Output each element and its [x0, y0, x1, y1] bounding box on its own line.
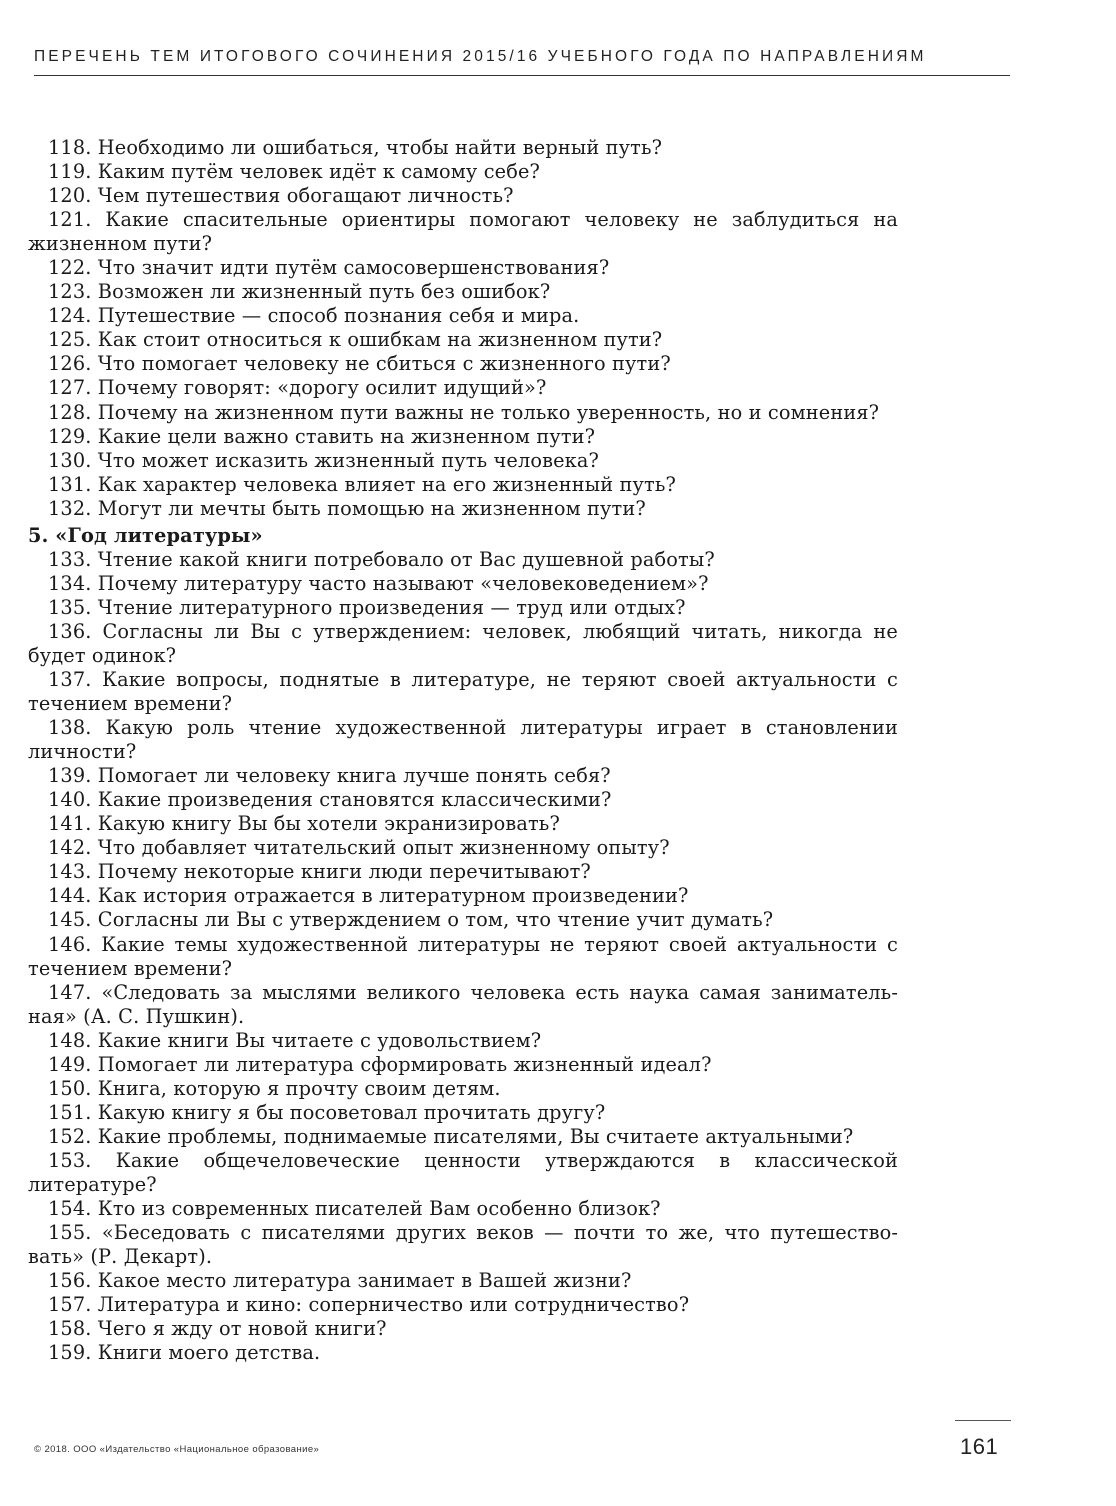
topic-item: 150. Книга, которую я прочту своим детям.: [48, 1076, 501, 1100]
topic-item: 157. Литература и кино: соперничество или сотрудничество?: [48, 1293, 690, 1317]
topic-item: 127. Почему говорят: «дорогу осилит идущий»?: [48, 376, 547, 400]
topic-item: 122. Что значит идти путём самосовершенствования?: [48, 256, 610, 280]
topic-item: 134. Почему литературу часто называют «человековедением»?: [48, 571, 709, 595]
running-header: ПЕРЕЧЕНЬ ТЕМ ИТОГОВОГО СОЧИНЕНИЯ 2015/16 УЧЕБНОГО ГОДА ПО НАПРАВЛЕНИЯМ: [34, 48, 927, 65]
topic-item: 141. Какую книгу Вы бы хотели экранизировать?: [48, 812, 560, 836]
topic-item: 119. Каким путём человек идёт к самому себе?: [48, 160, 541, 184]
topic-item: 138. Какую роль чтение художественной литературы играет в становлении личности?: [28, 716, 898, 764]
topic-item: 131. Как характер человека влияет на его жизненный путь?: [48, 472, 676, 496]
topic-item: 145. Согласны ли Вы с утверждением о том, что чтение учит думать?: [48, 908, 774, 932]
topic-item: 128. Почему на жизненном пути важны не только уверенность, но и сомнения?: [48, 400, 880, 424]
topic-item: 135. Чтение литературного произведения — труд или отдых?: [48, 595, 686, 619]
topic-item: 139. Помогает ли человеку книга лучше понять себя?: [48, 764, 611, 788]
topic-item: 147. «Следовать за мыслями великого человека есть наука самая заниматель-ная» (А. С. Пушкин).: [28, 980, 898, 1028]
topic-item: 125. Как стоит относиться к ошибкам на жизненном пути?: [48, 328, 663, 352]
topic-item: 149. Помогает ли литература сформировать жизненный идеал?: [48, 1052, 712, 1076]
topic-item: 159. Книги моего детства.: [48, 1341, 321, 1365]
page-number: 161: [960, 1434, 999, 1459]
topic-item: 136. Согласны ли Вы с утверждением: человек, любящий читать, никогда не будет одинок?: [28, 619, 898, 667]
topic-item: 137. Какие вопросы, поднятые в литературе, не теряют своей актуальности с течением времени?: [28, 667, 898, 716]
topic-item: 151. Какую книгу я бы посоветовал прочитать другу?: [48, 1100, 606, 1124]
topic-item: 126. Что помогает человеку не сбиться с жизненного пути?: [48, 352, 671, 376]
topic-item: 142. Что добавляет читательский опыт жизненному опыту?: [48, 836, 670, 860]
topic-item: 155. «Беседовать с писателями других веков — почти то же, что путешество-вать» (Р. Декарт).: [28, 1221, 898, 1269]
topic-item: 121. Какие спасительные ориентиры помогают человеку не заблудиться на жизненном пути?: [28, 208, 898, 256]
topic-item: 130. Что может исказить жизненный путь человека?: [48, 448, 600, 472]
topic-item: 143. Почему некоторые книги люди перечитывают?: [48, 860, 591, 884]
topic-item: 123. Возможен ли жизненный путь без ошибок?: [48, 280, 551, 304]
topic-item: 156. Какое место литература занимает в Вашей жизни?: [48, 1269, 632, 1293]
topic-item: 144. Как история отражается в литературном произведении?: [48, 884, 689, 908]
topic-item: 146. Какие темы художественной литературы не теряют своей актуальности с течением времени?: [28, 932, 898, 980]
section-4-items: [28, 136, 898, 521]
topic-item: 120. Чем путешествия обогащают личность?: [48, 184, 514, 208]
header-divider: [34, 75, 1010, 76]
topic-item: 153. Какие общечеловеческие ценности утверждаются в классической литературе?: [28, 1148, 898, 1196]
section-5-items: [28, 548, 898, 1366]
topic-item: 152. Какие проблемы, поднимаемые писателями, Вы считаете актуальными?: [48, 1124, 854, 1148]
topic-item: 158. Чего я жду от новой книги?: [48, 1317, 387, 1341]
topic-item: 154. Кто из современных писателей Вам особенно близок?: [48, 1197, 661, 1221]
topic-item: 148. Какие книги Вы читаете с удовольствием?: [48, 1028, 542, 1052]
topic-item: 132. Могут ли мечты быть помощью на жизненном пути?: [48, 496, 646, 520]
topic-item: 124. Путешествие — способ познания себя и мира.: [48, 304, 580, 328]
topic-item: 129. Какие цели важно ставить на жизненном пути?: [48, 424, 596, 448]
section-5-title: 5. «Год литературы»: [28, 523, 263, 547]
topic-list: [28, 136, 898, 1365]
copyright-notice: © 2018. ООО «Издательство «Национальное образование»: [34, 1444, 320, 1455]
topic-item: 133. Чтение какой книги потребовало от Вас душевной работы?: [48, 547, 715, 571]
topic-item: 118. Необходимо ли ошибаться, чтобы найти верный путь?: [48, 136, 663, 159]
topic-item: 140. Какие произведения становятся классическими?: [48, 788, 612, 812]
footer-divider: [955, 1420, 1011, 1421]
